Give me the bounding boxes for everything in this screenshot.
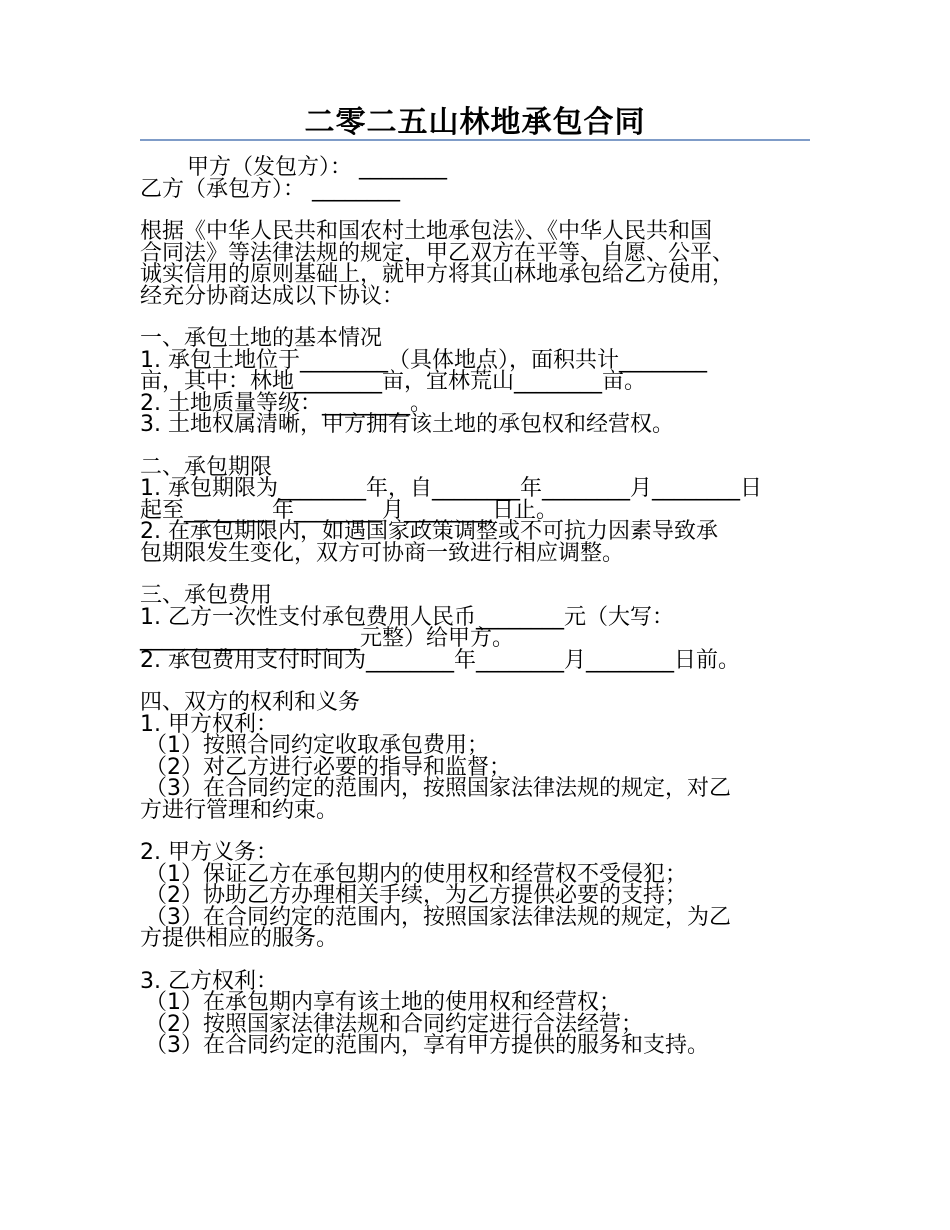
list-item-continuation: 方提供相应的服务。 xyxy=(140,926,339,951)
list-item: （1）在承包期内享有该土地的使用权和经营权； xyxy=(145,990,621,1015)
clause-line: 起至________年________月________日止。 xyxy=(140,497,559,523)
page-title: 二零二五山林地承包合同 xyxy=(304,105,646,140)
list-item: （1）保证乙方在承包期内的使用权和经营权不受侵犯； xyxy=(145,861,687,887)
clause-line: 1. 承包期限为________年，自________年________月________日 xyxy=(140,476,762,501)
list-item: （3）在合同约定的范围内，享有甲方提供的服务和支持。 xyxy=(145,1033,709,1058)
preamble-line: 合同法》等法律法规的规定，甲乙双方在平等、自愿、公平、 xyxy=(140,240,735,266)
subsection-title: 3. 乙方权利： xyxy=(140,968,278,994)
contract-body xyxy=(140,157,815,1057)
clause-line: 1. 乙方一次性支付承包费用人民币________元（大写： xyxy=(140,604,674,630)
section-heading: 三、承包费用 xyxy=(140,583,273,608)
party-a-line: 甲方（发包方）： ________ xyxy=(187,155,447,180)
list-item: （2）协助乙方办理相关手续，为乙方提供必要的支持； xyxy=(145,883,687,908)
clause-line: 亩，其中：林地________亩，宜林荒山________亩。 xyxy=(140,369,647,394)
preamble-line: 根据《中华人民共和国农村土地承包法》、《中华人民共和国 xyxy=(140,219,713,244)
clause-line: 2. 在承包期限内，如遇国家政策调整或不可抗力因素导致承 xyxy=(140,519,718,544)
clause-line: 1. 承包土地位于________（具体地点），面积共计________ xyxy=(140,347,707,373)
list-item: （2）对乙方进行必要的指导和监督； xyxy=(145,754,511,780)
section-heading: 一、承包土地的基本情况 xyxy=(140,326,383,351)
clause-line: 3. 土地权属清晰，甲方拥有该土地的承包权和经营权。 xyxy=(140,412,674,437)
title-underline xyxy=(140,139,810,141)
list-item: （3）在合同约定的范围内，按照国家法律法规的规定，为乙 xyxy=(145,904,731,930)
party-b-line: 乙方（承包方）： ________ xyxy=(140,176,400,202)
section-heading: 二、承包期限 xyxy=(140,454,273,480)
clause-line: 2. 承包费用支付时间为________年________月________日前。 xyxy=(140,647,740,673)
section-heading: 四、双方的权利和义务 xyxy=(140,690,361,715)
preamble-line: 诚实信用的原则基础上，就甲方将其山林地承包给乙方使用， xyxy=(140,262,735,287)
list-item: （2）按照国家法律法规和合同约定进行合法经营； xyxy=(145,1011,643,1037)
clause-line: 包期限发生变化，双方可协商一致进行相应调整。 xyxy=(140,540,625,566)
clause-line: 2. 土地质量等级：________。 xyxy=(140,390,432,416)
list-item: （3）在合同约定的范围内，按照国家法律法规的规定，对乙 xyxy=(145,776,731,801)
preamble-line: 经充分协商达成以下协议： xyxy=(140,283,405,309)
list-item-continuation: 方进行管理和约束。 xyxy=(140,797,339,823)
subsection-title: 2. 甲方义务： xyxy=(140,840,278,865)
clause-line: ____________________元整）给甲方。 xyxy=(140,626,515,651)
list-item: （1）按照合同约定收取承包费用； xyxy=(145,733,489,758)
subsection-title: 1. 甲方权利： xyxy=(140,711,278,737)
